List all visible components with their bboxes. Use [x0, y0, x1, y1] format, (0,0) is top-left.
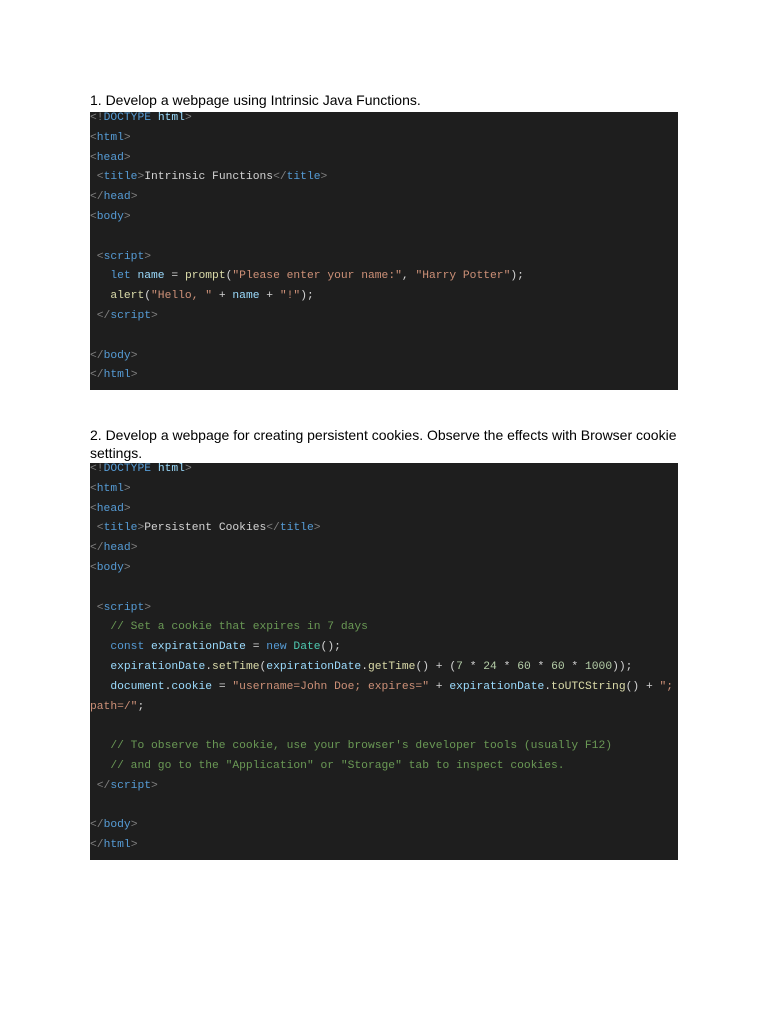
code-token: head: [103, 542, 131, 555]
code-token: html: [96, 131, 124, 144]
code-token: () +: [625, 680, 660, 693]
code-line: [90, 500, 678, 520]
question-2-heading: 2. Develop a webpage for creating persistent cookies. Observe the effects with Browser cookie settings.: [90, 427, 677, 461]
code-token: document: [110, 680, 165, 693]
code-token: [90, 760, 110, 772]
code-token: <: [90, 482, 97, 495]
code-token: <: [96, 250, 104, 263]
code-line: [90, 188, 678, 208]
code-token: 60: [551, 660, 565, 673]
code-token: (: [225, 270, 233, 283]
code-token: >: [130, 191, 138, 204]
code-line: [90, 347, 678, 367]
code-token: [90, 681, 110, 693]
code-token: let: [110, 270, 131, 283]
code-token: <!: [90, 112, 104, 124]
code-token: Persistent Cookies: [144, 522, 267, 535]
code-token: [151, 463, 158, 475]
code-token: "Harry Potter": [415, 270, 511, 283]
code-token: <!: [90, 463, 104, 475]
code-line: [90, 248, 678, 268]
code-token: prompt: [184, 270, 226, 283]
code-token: <: [90, 502, 97, 515]
code-token: <: [90, 131, 97, 144]
code-token: alert: [110, 290, 145, 303]
code-token: cookie: [171, 680, 213, 693]
code-token: >: [313, 522, 321, 535]
code-token: *: [462, 660, 484, 673]
code-token: () + (: [415, 660, 457, 673]
code-token: >: [123, 482, 131, 495]
code-token: >: [184, 463, 192, 475]
code-token: "!": [279, 290, 301, 303]
code-token: new: [266, 641, 287, 654]
code-token: DOCTYPE: [103, 112, 152, 124]
code-line: [90, 698, 678, 718]
code-token: [90, 251, 97, 263]
code-token: .: [205, 660, 213, 673]
code-token: </: [90, 191, 104, 204]
code-token: "username=John Doe; expires=": [232, 680, 429, 693]
code-line: [90, 797, 678, 817]
code-token: Intrinsic Functions: [144, 171, 274, 184]
code-token: >: [144, 250, 152, 263]
code-token: setTime: [212, 660, 260, 673]
code-token: ;: [137, 700, 145, 713]
code-token: .: [164, 680, 172, 693]
code-line: [90, 579, 678, 599]
code-token: [90, 740, 110, 752]
code-token: >: [123, 561, 131, 574]
code-token: [144, 641, 151, 653]
code-token: >: [184, 112, 192, 124]
code-token: </: [90, 542, 104, 555]
code-token: [90, 602, 97, 614]
code-line: [90, 129, 678, 149]
code-token: name: [232, 290, 260, 303]
code-lines: [90, 463, 678, 856]
code-token: html: [96, 482, 124, 495]
code-token: [90, 310, 97, 322]
code-line: [90, 836, 678, 856]
code-token: >: [320, 171, 328, 184]
code-token: [90, 780, 97, 792]
code-token: >: [123, 131, 131, 144]
code-token: expirationDate: [110, 660, 206, 673]
code-line: [90, 599, 678, 619]
code-token: *: [564, 660, 585, 673]
code-line: [90, 208, 678, 228]
code-token: script: [110, 779, 152, 792]
code-token: [90, 522, 97, 534]
code-token: );: [300, 290, 314, 303]
code-token: =: [245, 641, 267, 654]
code-token: <: [96, 171, 104, 184]
code-token: ,: [401, 270, 416, 283]
code-token: 24: [483, 660, 497, 673]
code-token: body: [96, 561, 124, 574]
code-line: [90, 678, 678, 698]
code-token: >: [151, 309, 158, 322]
code-line: [90, 816, 678, 836]
code-token: [90, 171, 97, 183]
code-token: expirationDate: [266, 660, 362, 673]
code-token: 1000: [585, 660, 613, 673]
code-token: </: [90, 839, 104, 852]
code-token: .: [544, 680, 552, 693]
code-token: 7: [456, 660, 463, 673]
code-token: >: [137, 522, 145, 535]
code-token: *: [530, 660, 552, 673]
code-token: =: [164, 270, 185, 283]
code-token: );: [510, 270, 524, 283]
code-token: body: [103, 349, 131, 362]
code-line: [90, 112, 678, 129]
code-token: // To observe the cookie, use your browser's developer tools (usually F12): [110, 740, 613, 753]
code-token: >: [151, 779, 158, 792]
code-token: expirationDate: [449, 680, 545, 693]
code-line: [90, 638, 678, 658]
code-token: +: [429, 680, 450, 693]
code-token: <: [90, 210, 97, 223]
code-token: name: [137, 270, 165, 283]
code-token: [151, 112, 158, 124]
code-token: (: [144, 290, 152, 303]
code-token: toUTCString: [551, 680, 626, 693]
code-line: [90, 658, 678, 678]
code-token: head: [103, 191, 131, 204]
code-line: [90, 717, 678, 737]
code-token: title: [286, 171, 321, 184]
code-token: // Set a cookie that expires in 7 days: [110, 621, 368, 634]
code-line: [90, 519, 678, 539]
code-line: [90, 618, 678, 638]
code-token: getTime: [368, 660, 416, 673]
code-line: [90, 267, 678, 287]
code-token: ";: [659, 680, 674, 693]
code-token: (: [259, 660, 267, 673]
code-token: >: [130, 819, 138, 832]
code-token: script: [103, 601, 145, 614]
code-line: [90, 777, 678, 797]
code-token: <: [90, 561, 97, 574]
code-line: [90, 307, 678, 327]
code-token: body: [103, 819, 131, 832]
code-token: // and go to the "Application" or "Storage" tab to inspect cookies.: [110, 759, 565, 772]
code-token: >: [123, 210, 131, 223]
code-token: [90, 621, 110, 633]
code-token: [90, 641, 110, 653]
code-line: [90, 559, 678, 579]
code-token: >: [123, 502, 131, 515]
code-token: head: [96, 151, 124, 164]
question-2-code-block: [90, 463, 678, 860]
code-token: "Hello, ": [151, 290, 213, 303]
code-token: "Please enter your name:": [232, 270, 402, 283]
code-token: <: [90, 151, 97, 164]
code-token: html: [103, 369, 131, 382]
code-token: 60: [517, 660, 531, 673]
code-token: ();: [320, 641, 341, 654]
code-token: <: [96, 601, 104, 614]
code-token: html: [103, 839, 131, 852]
question-1-heading: 1. Develop a webpage using Intrinsic Java Functions.: [90, 92, 421, 108]
code-token: >: [144, 601, 152, 614]
code-line: [90, 480, 678, 500]
code-token: [90, 270, 110, 282]
code-token: title: [103, 522, 138, 535]
code-token: expirationDate: [151, 641, 246, 654]
code-token: [90, 290, 110, 302]
code-line: [90, 287, 678, 307]
code-token: </: [90, 349, 104, 362]
code-token: Date: [293, 641, 321, 654]
code-line: [90, 149, 678, 169]
code-token: </: [96, 309, 111, 322]
question-1-code-block: [90, 112, 678, 390]
code-token: html: [157, 463, 185, 475]
code-token: *: [496, 660, 518, 673]
code-token: title: [103, 171, 138, 184]
code-line: [90, 539, 678, 559]
code-token: </: [96, 779, 111, 792]
code-line: [90, 737, 678, 757]
code-token: script: [110, 309, 152, 322]
code-token: >: [130, 349, 138, 362]
code-line: [90, 228, 678, 248]
code-token: html: [157, 112, 185, 124]
code-token: >: [137, 171, 145, 184]
code-line: [90, 757, 678, 777]
code-line: [90, 327, 678, 347]
code-token: >: [130, 369, 138, 382]
code-token: path=/": [90, 700, 138, 713]
code-token: script: [103, 250, 145, 263]
code-token: >: [130, 839, 138, 852]
code-token: +: [212, 290, 233, 303]
code-line: [90, 366, 678, 386]
code-line: [90, 168, 678, 188]
code-token: [90, 661, 110, 673]
code-lines: [90, 112, 678, 386]
code-token: const: [110, 641, 145, 654]
code-token: DOCTYPE: [103, 463, 152, 475]
code-token: =: [212, 680, 233, 693]
code-token: >: [130, 542, 138, 555]
code-token: </: [90, 369, 104, 382]
code-token: body: [96, 210, 124, 223]
code-token: .: [361, 660, 368, 673]
code-line: [90, 463, 678, 480]
code-token: +: [259, 290, 280, 303]
code-token: <: [96, 522, 104, 535]
code-token: >: [123, 151, 131, 164]
code-token: </: [266, 522, 280, 535]
code-token: title: [279, 522, 314, 535]
code-token: ));: [612, 660, 633, 673]
code-token: </: [90, 819, 104, 832]
code-token: head: [96, 502, 124, 515]
code-token: </: [273, 171, 287, 184]
